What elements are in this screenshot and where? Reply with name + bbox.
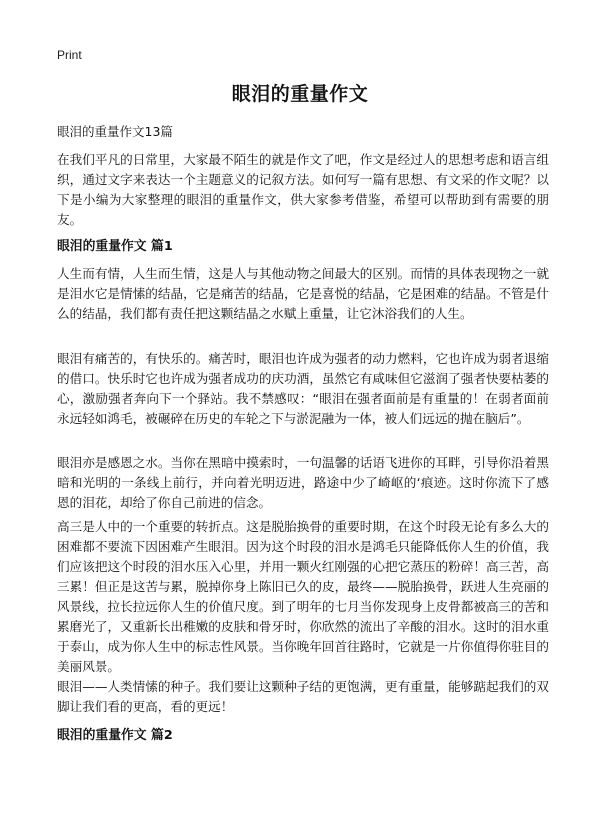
print-label[interactable]: Print [57, 48, 82, 62]
page-title: 眼泪的重量作文 [231, 83, 369, 105]
section-heading-1: 眼泪的重量作文 篇1 [57, 239, 173, 254]
section-1-paragraph-2: 眼泪有痛苦的，有快乐的。痛苦时，眼泪也许成为强者的动力燃料，它也许成为弱者退缩的借口。快乐时它也许成为强者成功的庆功酒，虽然它有咸味但它滋润了强者快要枯萎的心，激励强者奔向下一个驿站。我不禁感叹：“眼泪在强者面前是有重量的！在弱者面前永远轻如鸿毛，被碾碎在历史的车轮之下与淤泥融为一体，被人们远远的抛在脑后”。 [57, 351, 549, 426]
section-1-paragraph-5: 眼泪——人类情愫的种子。我们要让这颗种子结的更饱满，更有重量，能够踮起我们的双脚让我们看的更高，看的更远！ [57, 679, 549, 714]
section-1-paragraph-1: 人生而有情，人生而生情，这是人与其他动物之间最大的区别。而情的具体表现物之一就是泪水它是情愫的结晶，它是痛苦的结晶，它是喜悦的结晶，它是困难的结晶。不管是什么的结晶，我们都有责任把这颗结晶之水赋上重量，让它沐浴我们的人生。 [57, 266, 549, 321]
document-subtitle: 眼泪的重量作文13篇 [57, 124, 173, 139]
section-1-paragraph-4: 高三是人中的一个重要的转折点。这是脱胎换骨的重要时期，在这个时段无论有多么大的困难都不要流下因困难产生眼泪。因为这个时段的泪水是鸿毛只能降低你人生的价值，我们应该把这个时段的泪水压入心里，并用一颗火红刚强的心把它蒸压的粉碎！高三苦，高三累！但正是这苦与累，脱掉你身上陈旧已久的皮，最终——脱胎换骨，跃进人生亮丽的风景线，拉长拉远你人生的价值尺度。到了明年的七月当你发现身上皮骨都被高三的苦和累磨光了，又重新长出稚嫩的皮肤和骨牙时，你欣然的流出了辛酸的泪水。这时的泪水重于泰山，成为你人生中的标志性风景。当你晚年回首往路时，它就是一片你值得你驻目的美丽风景。 [57, 519, 549, 674]
section-1-paragraph-3: 眼泪亦是感恩之水。当你在黑暗中摸索时，一句温馨的话语飞进你的耳畔，引导你沿着黑暗和光明的一条线上前行，并向着光明迈进，路途中少了崎岖的‘痕迹。这时你流下了感恩的泪花，却给了你自己前进的信念。 [57, 455, 549, 510]
section-heading-2: 眼泪的重量作文 篇2 [57, 728, 173, 743]
intro-paragraph: 在我们平凡的日常里，大家最不陌生的就是作文了吧，作文是经过人的思想考虑和语言组织，通过文字来表达一个主题意义的记叙方法。如何写一篇有思想、有文采的作文呢？以下是小编为大家整理的眼泪的重量作文，供大家参考借鉴，希望可以帮助到有需要的朋友。 [57, 152, 549, 227]
